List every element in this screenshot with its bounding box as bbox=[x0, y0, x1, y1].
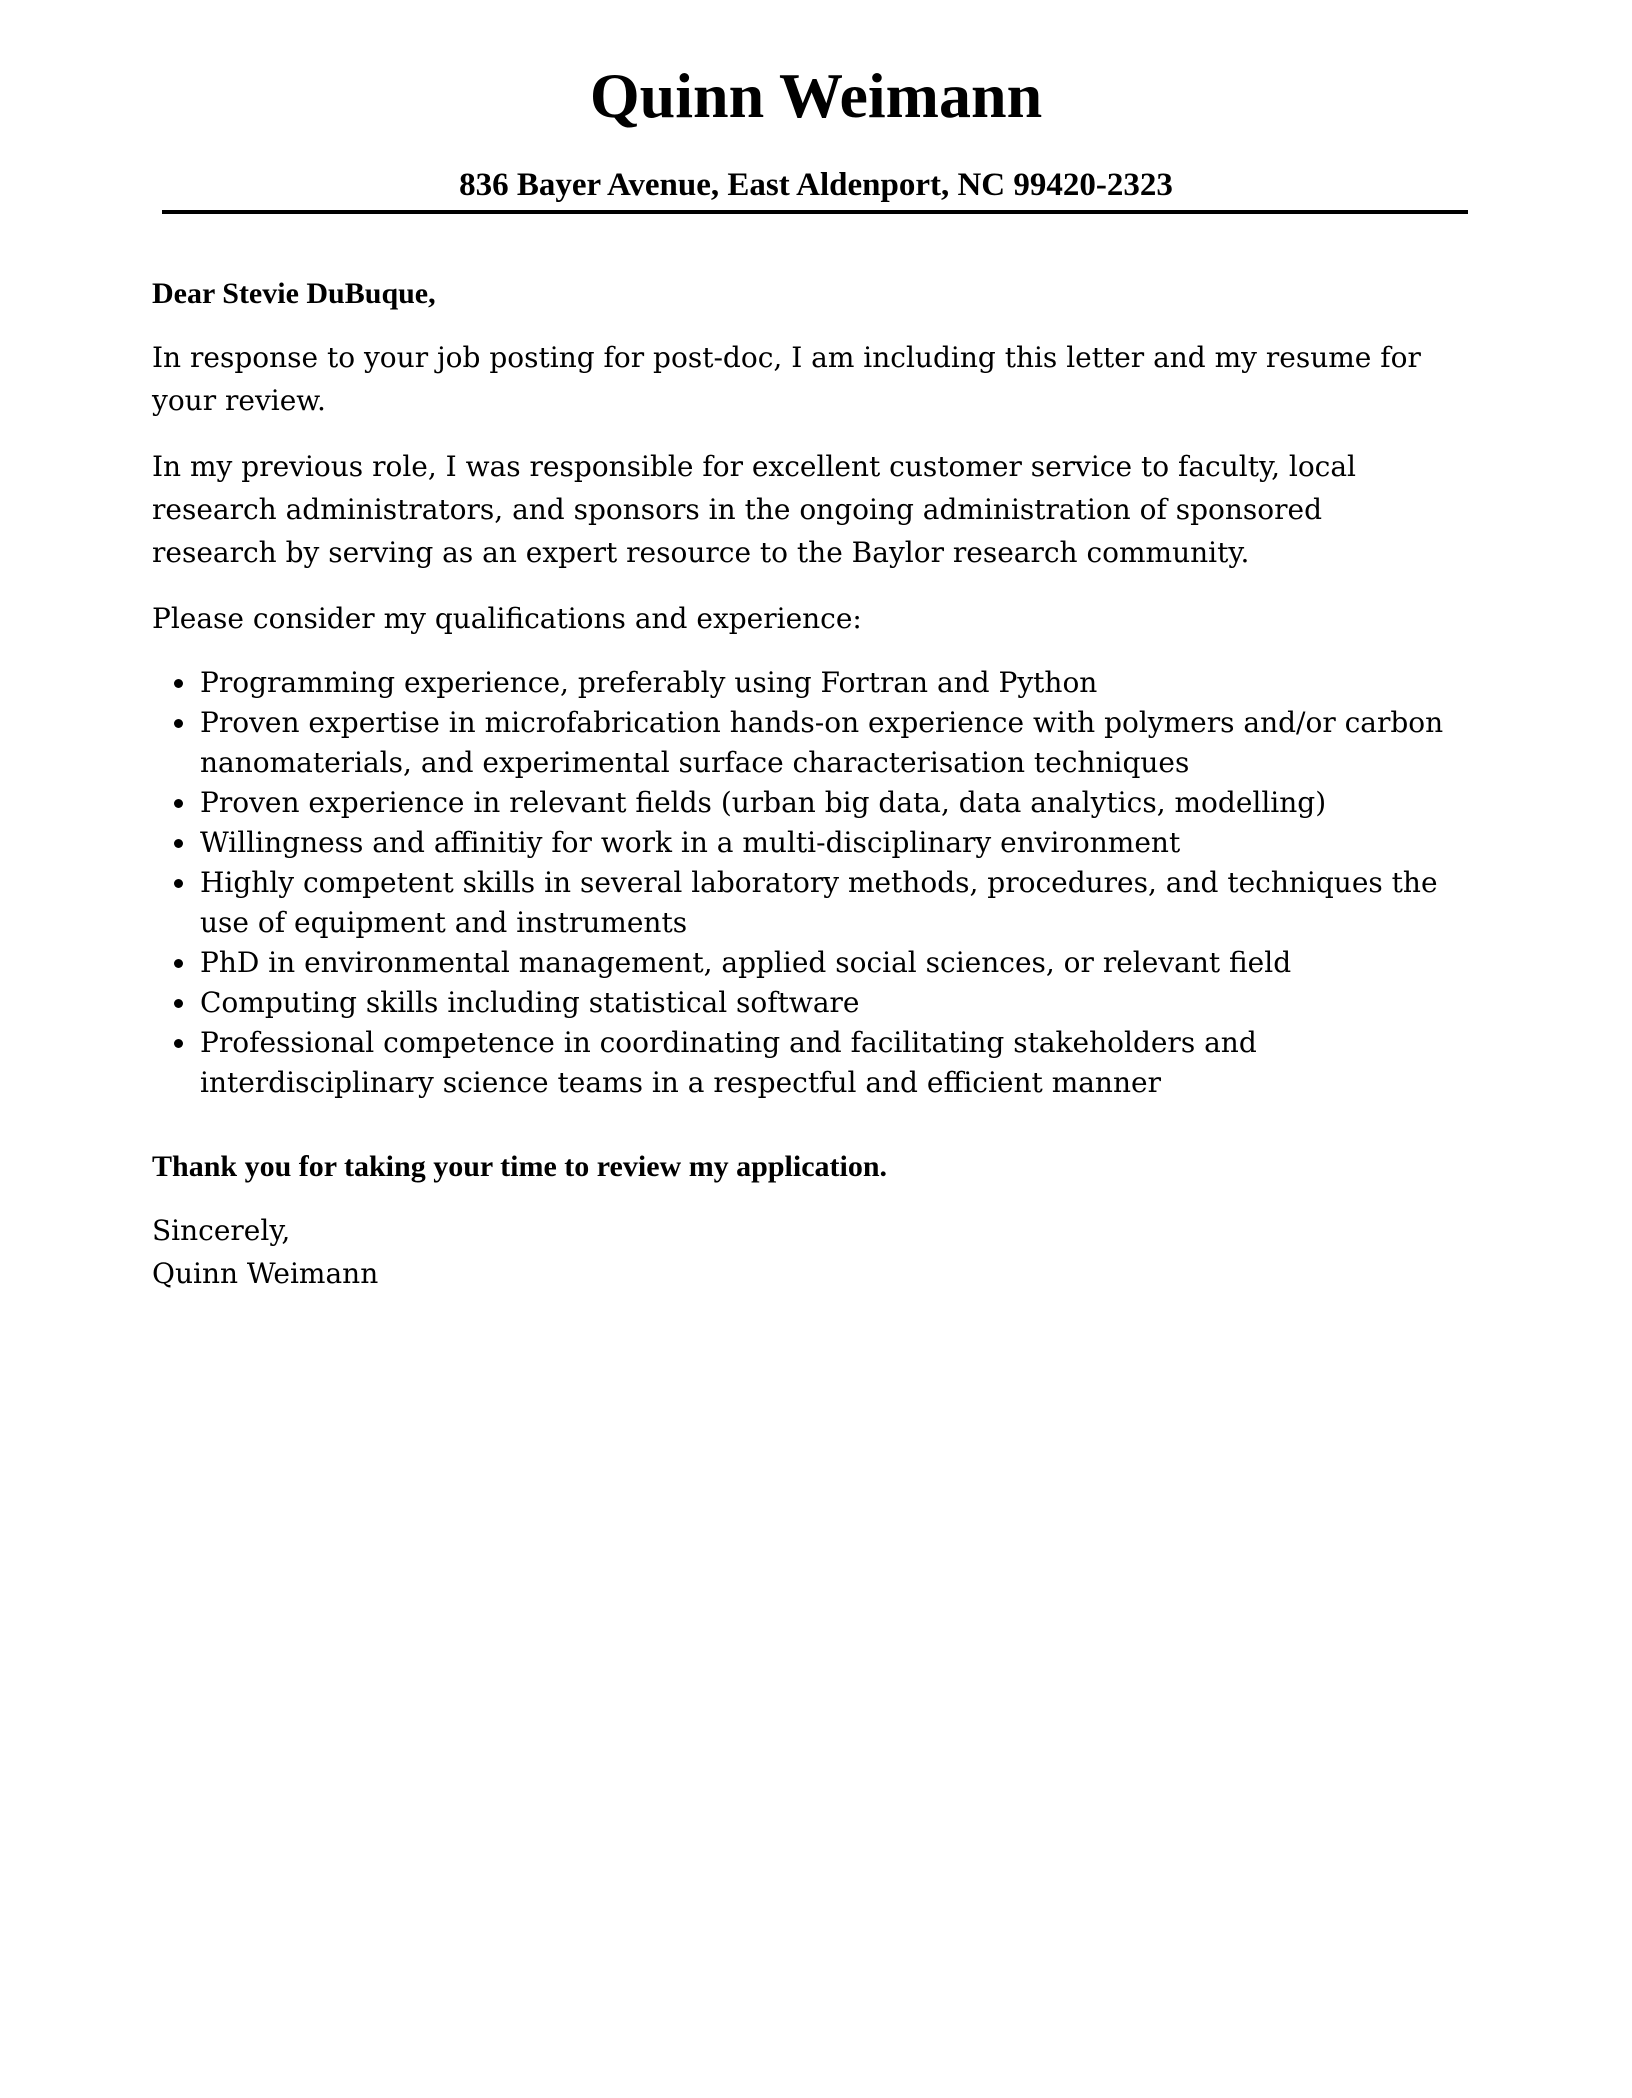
list-item-text: Professional competence in coordinating and facilitating stakeholders and interdisciplinary science teams in a respectful and efficient manner bbox=[200, 1026, 1257, 1099]
signature-name: Quinn Weimann bbox=[152, 1257, 379, 1290]
bullet-icon bbox=[174, 799, 183, 808]
sender-name: Quinn Weimann bbox=[589, 60, 1043, 131]
bullet-icon bbox=[174, 719, 183, 728]
list-item-text: Proven expertise in microfabrication hands-on experience with polymers and/or carbon nanomaterials, and experimental surface characterisation techniques bbox=[200, 706, 1444, 779]
list-item-text: PhD in environmental management, applied social sciences, or relevant field bbox=[200, 946, 1292, 979]
list-item bbox=[152, 863, 1452, 943]
closing-statement: Thank you for taking your time to review my application. bbox=[152, 1150, 888, 1183]
list-item-text: Willingness and affinitiy for work in a multi-disciplinary environment bbox=[200, 826, 1181, 859]
experience-paragraph: In my previous role, I was responsible for excellent customer service to faculty, local research administrators, and sponsors in the ongoing administration of sponsored research by serving as an expert resource to the Baylor research community. bbox=[152, 450, 1357, 569]
list-item-text: Highly competent skills in several laboratory methods, procedures, and techniques the use of equipment and instruments bbox=[200, 866, 1438, 939]
bullet-icon bbox=[174, 999, 183, 1008]
signoff: Sincerely, bbox=[152, 1214, 291, 1247]
bullet-icon bbox=[174, 879, 183, 888]
bullet-icon bbox=[174, 839, 183, 848]
list-item-text: Proven experience in relevant fields (urban big data, data analytics, modelling) bbox=[200, 786, 1327, 819]
sender-address: 836 Bayer Avenue, East Aldenport, NC 99420-2323 bbox=[459, 167, 1173, 203]
list-item bbox=[152, 703, 1452, 783]
list-item bbox=[152, 783, 1452, 823]
list-item bbox=[152, 823, 1452, 863]
qualifications-list bbox=[152, 663, 1452, 1103]
bullet-icon bbox=[174, 1039, 183, 1048]
list-item bbox=[152, 983, 1452, 1023]
qualifications-intro: Please consider my qualifications and experience: bbox=[152, 602, 862, 635]
header-divider bbox=[162, 210, 1468, 214]
bullet-icon bbox=[174, 679, 183, 688]
intro-paragraph: In response to your job posting for post-doc, I am including this letter and my resume for your review. bbox=[152, 341, 1421, 417]
bullet-icon bbox=[174, 959, 183, 968]
list-item-text: Computing skills including statistical software bbox=[200, 986, 860, 1019]
list-item bbox=[152, 663, 1452, 703]
letter-body bbox=[152, 270, 1452, 1295]
list-item bbox=[152, 943, 1452, 983]
list-item bbox=[152, 1023, 1452, 1103]
list-item-text: Programming experience, preferably using Fortran and Python bbox=[200, 666, 1098, 699]
salutation: Dear Stevie DuBuque, bbox=[152, 277, 436, 310]
